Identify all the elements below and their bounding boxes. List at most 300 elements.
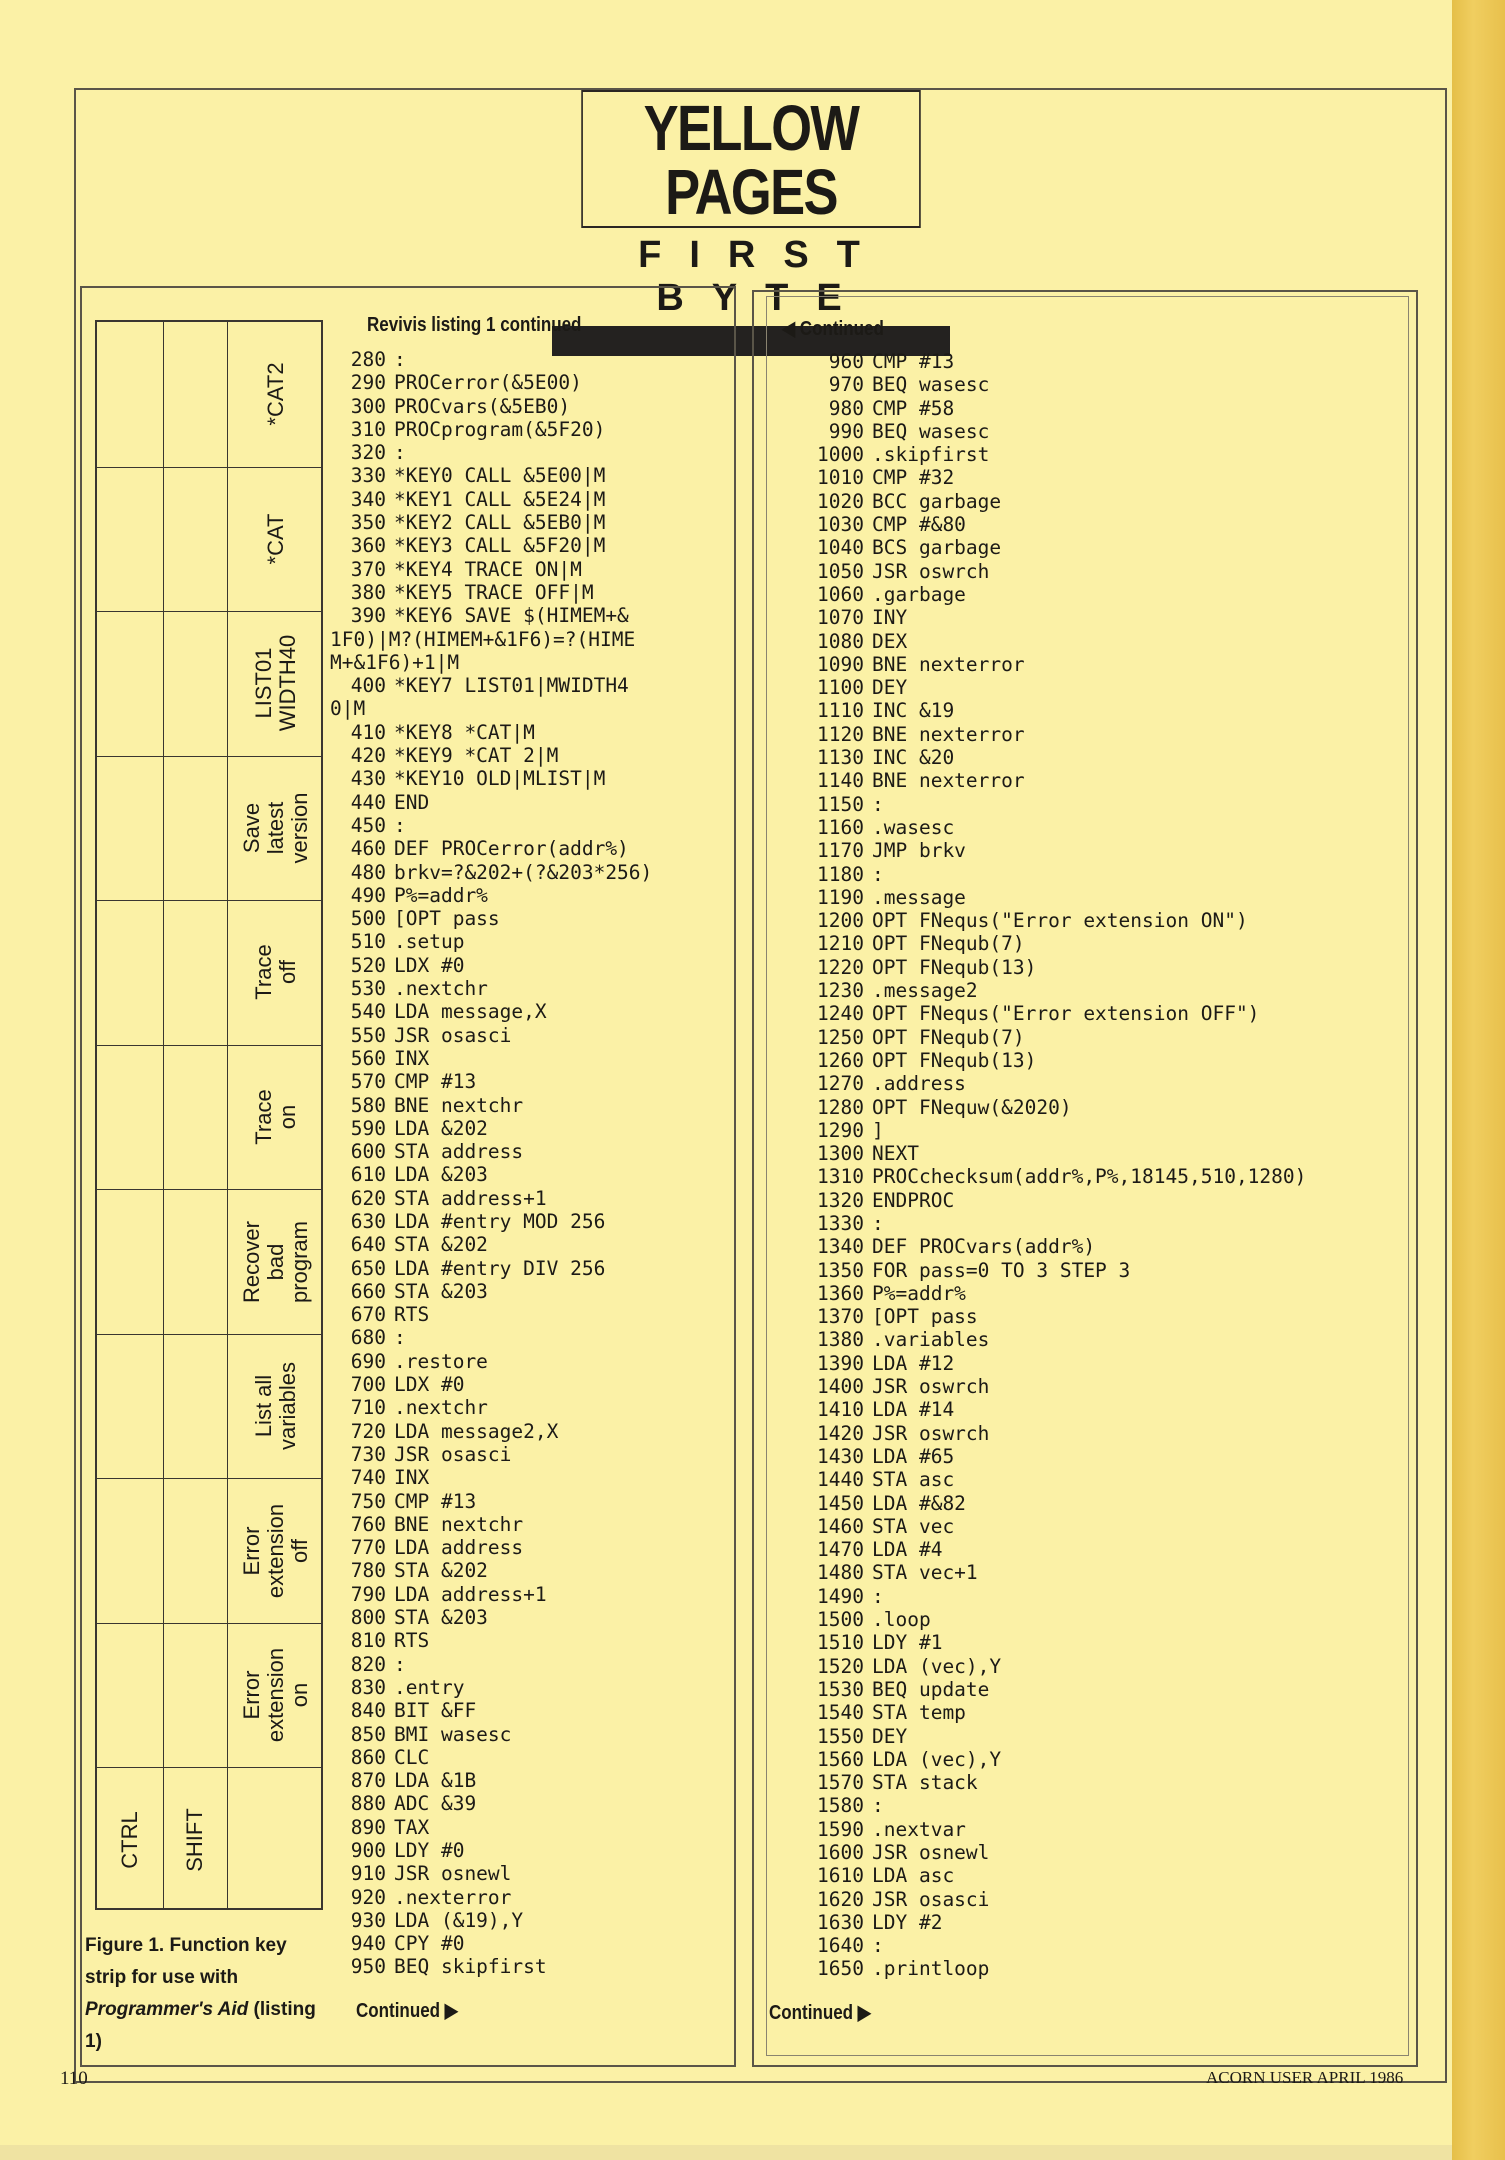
line-number: 430 xyxy=(350,767,386,791)
line-number: 900 xyxy=(350,1839,386,1862)
line-number: 860 xyxy=(350,1745,386,1769)
line-code: ENDPROC xyxy=(872,1188,955,1212)
code-line xyxy=(778,1049,1418,1072)
code-line xyxy=(778,886,1418,909)
line-number: 1160 xyxy=(817,815,864,839)
function-key-label: *CAT2 xyxy=(263,362,288,426)
code-line xyxy=(330,1606,735,1629)
line-number: 1530 xyxy=(817,1677,864,1701)
line-number: 1070 xyxy=(817,606,864,630)
function-key-label: List all variables xyxy=(251,1362,300,1451)
code-line xyxy=(330,861,735,884)
line-number: 1430 xyxy=(817,1444,864,1468)
line-number: 1000 xyxy=(817,443,864,467)
code-line xyxy=(330,1210,735,1233)
line-number: 300 xyxy=(350,394,386,418)
line-code: STA stack xyxy=(872,1771,978,1795)
line-number: 1060 xyxy=(817,582,864,606)
line-code: STA &203 xyxy=(394,1279,488,1303)
line-code: FOR pass=0 TO 3 STEP 3 xyxy=(872,1258,1131,1282)
code-line xyxy=(778,839,1418,862)
line-number: 1390 xyxy=(817,1351,864,1375)
function-key-strip xyxy=(95,320,323,1910)
line-number: 790 xyxy=(350,1582,386,1606)
code-line xyxy=(778,699,1418,722)
line-code: STA vec+1 xyxy=(872,1561,978,1585)
line-code: PROCerror(&5E00) xyxy=(394,371,582,395)
line-code: BEQ skipfirst xyxy=(394,1955,547,1979)
line-code: LDX #0 xyxy=(394,953,465,977)
line-number: 920 xyxy=(350,1885,386,1909)
line-code: STA temp xyxy=(872,1701,966,1725)
line-number: 290 xyxy=(350,371,386,395)
code-line xyxy=(330,1723,735,1746)
line-number: 1500 xyxy=(817,1608,864,1632)
line-number: 590 xyxy=(350,1116,386,1140)
line-number: 870 xyxy=(350,1769,386,1793)
code-line xyxy=(778,466,1418,489)
line-code: *KEY5 TRACE OFF|M xyxy=(394,580,594,604)
code-line xyxy=(330,1955,735,1978)
line-number: 650 xyxy=(350,1256,386,1280)
line-number: 1250 xyxy=(817,1025,864,1049)
line-code: STA &203 xyxy=(394,1606,488,1630)
code-line xyxy=(778,1561,1418,1584)
code-line xyxy=(778,1934,1418,1957)
line-number: 1340 xyxy=(817,1235,864,1259)
line-code: JMP brkv xyxy=(872,839,966,863)
code-line xyxy=(330,1233,735,1256)
code-line xyxy=(330,1257,735,1280)
line-code: [OPT pass xyxy=(872,1305,978,1329)
line-code: .loop xyxy=(872,1608,931,1632)
line-number: 380 xyxy=(350,580,386,604)
code-line xyxy=(778,443,1418,466)
line-code: INY xyxy=(872,606,908,630)
code-line xyxy=(330,814,735,837)
line-number: 1050 xyxy=(817,559,864,583)
line-code: PROCprogram(&5F20) xyxy=(394,417,606,441)
code-line xyxy=(330,674,735,697)
line-number: 750 xyxy=(350,1489,386,1513)
line-code: *KEY3 CALL &5F20|M xyxy=(394,534,606,558)
line-code: RTS xyxy=(394,1303,430,1327)
code-line xyxy=(778,1957,1418,1980)
code-line xyxy=(778,630,1418,653)
line-number: 510 xyxy=(350,930,386,954)
line-code: LDA asc xyxy=(872,1864,955,1888)
line-number: 280 xyxy=(350,348,386,371)
code-line xyxy=(330,1024,735,1047)
line-number: 1040 xyxy=(817,536,864,560)
left-code-listing xyxy=(330,348,735,1979)
code-line xyxy=(330,1536,735,1559)
line-code: LDA #4 xyxy=(872,1538,943,1562)
code-line xyxy=(330,1396,735,1419)
code-line xyxy=(330,1420,735,1443)
line-number: 1370 xyxy=(817,1305,864,1329)
code-line xyxy=(330,1326,735,1349)
line-code: JSR oswrch xyxy=(872,559,990,583)
line-number: 1420 xyxy=(817,1421,864,1445)
line-code: BEQ wasesc xyxy=(872,419,990,443)
line-number: 1230 xyxy=(817,979,864,1003)
line-code: STA &202 xyxy=(394,1559,488,1583)
code-line xyxy=(778,1445,1418,1468)
code-line xyxy=(778,1468,1418,1491)
line-number: 640 xyxy=(350,1233,386,1257)
line-number: 1100 xyxy=(817,676,864,700)
code-line xyxy=(778,606,1418,629)
code-line xyxy=(330,1583,735,1606)
line-number: 1350 xyxy=(817,1258,864,1282)
line-number: 1590 xyxy=(817,1817,864,1841)
line-number: 600 xyxy=(350,1140,386,1164)
line-code: JSR oswrch xyxy=(872,1375,990,1399)
line-code: M+&1F6)+1|M xyxy=(330,650,460,674)
line-number: 1570 xyxy=(817,1771,864,1795)
code-line xyxy=(330,1350,735,1373)
strip-row-divider xyxy=(97,1334,321,1335)
code-line xyxy=(330,1792,735,1815)
line-number: 1090 xyxy=(817,652,864,676)
page-subtitle: FIRST BYTE xyxy=(638,234,888,319)
line-number: 320 xyxy=(350,441,386,465)
line-code: [OPT pass xyxy=(394,907,500,931)
code-line xyxy=(778,676,1418,699)
strip-row-divider xyxy=(97,467,321,468)
line-number: 950 xyxy=(350,1955,386,1979)
line-number: 910 xyxy=(350,1862,386,1886)
line-number: 1270 xyxy=(817,1072,864,1096)
code-line xyxy=(778,1165,1418,1188)
code-line xyxy=(330,1559,735,1582)
code-line xyxy=(330,1187,735,1210)
line-code: JSR osnewl xyxy=(872,1841,990,1864)
line-number: 680 xyxy=(350,1326,386,1350)
line-number: 1460 xyxy=(817,1514,864,1538)
code-line xyxy=(330,1140,735,1163)
line-number: 1630 xyxy=(817,1910,864,1934)
function-key-label: Trace off xyxy=(251,944,300,1001)
line-code: PROCchecksum(addr%,P%,18145,510,1280) xyxy=(872,1165,1307,1189)
code-line xyxy=(778,653,1418,676)
line-code: LDX #0 xyxy=(394,1373,465,1397)
line-number: 930 xyxy=(350,1908,386,1932)
line-code: CMP #13 xyxy=(394,1070,477,1094)
strip-row-divider xyxy=(97,1045,321,1046)
line-number: 410 xyxy=(350,720,386,744)
line-code: : xyxy=(872,1794,884,1818)
right-code-listing xyxy=(778,350,1418,1981)
line-code: STA &202 xyxy=(394,1233,488,1257)
line-number: 960 xyxy=(828,350,864,373)
line-code: DEF PROCvars(addr%) xyxy=(872,1235,1096,1259)
line-number: 1480 xyxy=(817,1561,864,1585)
code-line xyxy=(778,1748,1418,1771)
line-number: 310 xyxy=(350,417,386,441)
line-number: 1560 xyxy=(817,1747,864,1771)
line-code: OPT FNequb(7) xyxy=(872,1025,1025,1049)
line-code: 0|M xyxy=(330,697,366,721)
code-line xyxy=(778,1422,1418,1445)
line-code: JSR osasci xyxy=(394,1442,512,1466)
code-line xyxy=(330,791,735,814)
line-number: 630 xyxy=(350,1209,386,1233)
line-number: 620 xyxy=(350,1186,386,1210)
strip-row-divider xyxy=(97,1189,321,1190)
code-line xyxy=(778,863,1418,886)
function-key-label: Error extension on xyxy=(239,1648,312,1743)
code-line xyxy=(330,744,735,767)
line-code: .restore xyxy=(394,1349,488,1373)
line-code: CMP #&80 xyxy=(872,513,966,537)
line-code: LDA (vec),Y xyxy=(872,1747,1002,1771)
line-code: .nextvar xyxy=(872,1817,966,1841)
line-code: OPT FNequs("Error extension OFF") xyxy=(872,1002,1260,1026)
strip-row-divider xyxy=(97,611,321,612)
code-line xyxy=(778,1305,1418,1328)
line-number: 800 xyxy=(350,1606,386,1630)
line-number: 1520 xyxy=(817,1654,864,1678)
line-code: DEY xyxy=(872,676,908,700)
line-code: : xyxy=(394,348,406,371)
line-code: OPT FNequb(13) xyxy=(872,955,1037,979)
code-line xyxy=(778,1096,1418,1119)
function-key-label: Save latest version xyxy=(239,792,312,864)
line-number: 1130 xyxy=(817,746,864,770)
code-line xyxy=(778,1026,1418,1049)
code-line xyxy=(330,697,735,720)
line-code: TAX xyxy=(394,1815,430,1839)
line-code: : xyxy=(394,813,406,837)
line-number: 820 xyxy=(350,1652,386,1676)
line-code: ] xyxy=(872,1118,884,1142)
code-line xyxy=(778,1888,1418,1911)
code-line xyxy=(330,1117,735,1140)
line-code: INC &20 xyxy=(872,746,955,770)
line-number: 890 xyxy=(350,1815,386,1839)
code-line xyxy=(778,1352,1418,1375)
code-line xyxy=(778,1631,1418,1654)
line-code: : xyxy=(394,441,406,465)
code-line xyxy=(778,1538,1418,1561)
code-line xyxy=(330,1466,735,1489)
code-line xyxy=(778,909,1418,932)
line-code: LDA &1B xyxy=(394,1769,477,1793)
line-code: BCC garbage xyxy=(872,489,1002,513)
code-line xyxy=(778,956,1418,979)
modifier-key-label: CTRL xyxy=(117,1810,142,1869)
line-code: LDY #1 xyxy=(872,1631,943,1655)
line-number: 1220 xyxy=(817,955,864,979)
line-number: 1190 xyxy=(817,885,864,909)
code-line xyxy=(330,930,735,953)
code-line xyxy=(330,1094,735,1117)
line-number: 700 xyxy=(350,1373,386,1397)
line-code: BEQ wasesc xyxy=(872,373,990,397)
function-key-label: Error extension off xyxy=(239,1503,312,1598)
code-line xyxy=(330,1373,735,1396)
code-line xyxy=(330,1280,735,1303)
function-key-label: Trace on xyxy=(251,1089,300,1145)
caption-text-end: (listing 1) xyxy=(85,1999,316,2052)
line-code: ADC &39 xyxy=(394,1792,477,1816)
line-code: .wasesc xyxy=(872,815,955,839)
line-number: 1030 xyxy=(817,513,864,537)
code-line xyxy=(330,1047,735,1070)
line-number: 580 xyxy=(350,1093,386,1117)
code-line xyxy=(330,954,735,977)
code-line xyxy=(330,651,735,674)
line-number: 730 xyxy=(350,1442,386,1466)
code-line xyxy=(330,371,735,394)
line-code: LDA #12 xyxy=(872,1351,955,1375)
line-code: *KEY1 CALL &5E24|M xyxy=(394,487,606,511)
line-number: 1170 xyxy=(817,839,864,863)
line-code: P%=addr% xyxy=(872,1281,966,1305)
code-line xyxy=(778,1002,1418,1025)
line-code: LDA &203 xyxy=(394,1163,488,1187)
code-line xyxy=(778,1328,1418,1351)
line-code: OPT FNequb(13) xyxy=(872,1048,1037,1072)
line-number: 1450 xyxy=(817,1491,864,1515)
strip-row-divider xyxy=(97,1767,321,1768)
line-code: NEXT xyxy=(872,1142,919,1166)
line-code: brkv=?&202+(?&203*256) xyxy=(394,860,653,884)
right-continued-footer: Continued ▶ xyxy=(769,2002,871,2024)
line-code: *KEY9 *CAT 2|M xyxy=(394,744,559,768)
code-line xyxy=(778,1725,1418,1748)
code-line xyxy=(330,837,735,860)
line-code: CMP #13 xyxy=(394,1489,477,1513)
line-code: BNE nexterror xyxy=(872,722,1025,746)
line-code: .printloop xyxy=(872,1957,990,1981)
line-number: 460 xyxy=(350,837,386,861)
line-number: 480 xyxy=(350,860,386,884)
code-line xyxy=(330,348,735,371)
line-code: P%=addr% xyxy=(394,883,488,907)
code-line xyxy=(778,1235,1418,1258)
code-line xyxy=(330,884,735,907)
line-number: 1080 xyxy=(817,629,864,653)
line-code: .garbage xyxy=(872,582,966,606)
line-number: 1440 xyxy=(817,1468,864,1492)
line-code: .entry xyxy=(394,1675,465,1699)
line-code: LDA (vec),Y xyxy=(872,1654,1002,1678)
line-code: INC &19 xyxy=(872,699,955,723)
line-number: 810 xyxy=(350,1629,386,1653)
code-line xyxy=(330,1163,735,1186)
code-line xyxy=(330,1769,735,1792)
line-number: 1330 xyxy=(817,1211,864,1235)
strip-row-divider xyxy=(97,1478,321,1479)
line-number: 330 xyxy=(350,464,386,488)
line-code: OPT FNequw(&2020) xyxy=(872,1095,1072,1119)
code-line xyxy=(778,583,1418,606)
line-code: LDA message,X xyxy=(394,1000,547,1024)
line-code: LDA #entry DIV 256 xyxy=(394,1256,606,1280)
line-code: : xyxy=(872,862,884,886)
code-line xyxy=(778,1515,1418,1538)
line-code: LDA (&19),Y xyxy=(394,1908,524,1932)
strip-column-divider xyxy=(227,322,228,1908)
code-line xyxy=(778,746,1418,769)
code-line xyxy=(330,1070,735,1093)
code-line xyxy=(778,1701,1418,1724)
code-line xyxy=(778,1072,1418,1095)
code-line xyxy=(778,932,1418,955)
line-number: 1310 xyxy=(817,1165,864,1189)
line-number: 440 xyxy=(350,790,386,814)
line-number: 830 xyxy=(350,1675,386,1699)
line-code: LDY #0 xyxy=(394,1839,465,1862)
code-line xyxy=(330,767,735,790)
caption-text-start: Figure 1. Function key strip for use with xyxy=(85,1935,287,1988)
line-number: 760 xyxy=(350,1512,386,1536)
line-number: 670 xyxy=(350,1303,386,1327)
line-number: 1600 xyxy=(817,1841,864,1864)
line-code: PROCvars(&5EB0) xyxy=(394,394,571,418)
line-number: 550 xyxy=(350,1023,386,1047)
code-line xyxy=(778,1375,1418,1398)
code-line xyxy=(330,488,735,511)
line-number: 940 xyxy=(350,1932,386,1956)
code-line xyxy=(778,1585,1418,1608)
strip-row-divider xyxy=(97,900,321,901)
line-code: CLC xyxy=(394,1745,430,1769)
line-code: LDA message2,X xyxy=(394,1419,559,1443)
line-number: 1470 xyxy=(817,1538,864,1562)
line-number: 1380 xyxy=(817,1328,864,1352)
code-line xyxy=(330,1886,735,1909)
line-number: 1510 xyxy=(817,1631,864,1655)
code-line xyxy=(778,420,1418,443)
right-listing-heading: ◀ Continued xyxy=(782,318,884,340)
code-line xyxy=(778,769,1418,792)
code-line xyxy=(778,1864,1418,1887)
line-code: *KEY6 SAVE $(HIMEM+& xyxy=(394,604,629,628)
line-number: 1150 xyxy=(817,792,864,816)
line-number: 780 xyxy=(350,1559,386,1583)
line-number: 880 xyxy=(350,1792,386,1816)
line-code: CMP #32 xyxy=(872,466,955,490)
line-code: : xyxy=(394,1326,406,1350)
line-number: 420 xyxy=(350,744,386,768)
line-number: 540 xyxy=(350,1000,386,1024)
line-number: 1650 xyxy=(817,1957,864,1981)
line-number: 850 xyxy=(350,1722,386,1746)
line-code: BMI wasesc xyxy=(394,1722,512,1746)
line-code: .nexterror xyxy=(394,1885,512,1909)
left-listing-heading: Revivis listing 1 continued xyxy=(367,314,582,336)
caption-title: Programmer's Aid xyxy=(85,1999,249,2020)
code-line xyxy=(778,723,1418,746)
line-code: *KEY10 OLD|MLIST|M xyxy=(394,767,606,791)
line-code: CPY #0 xyxy=(394,1932,465,1956)
line-code: BNE nexterror xyxy=(872,769,1025,793)
code-line xyxy=(778,373,1418,396)
line-number: 980 xyxy=(828,396,864,420)
code-line xyxy=(778,1119,1418,1142)
line-number: 1290 xyxy=(817,1118,864,1142)
code-line xyxy=(330,977,735,1000)
code-line xyxy=(330,418,735,441)
line-number: 530 xyxy=(350,977,386,1001)
line-code: JSR osnewl xyxy=(394,1862,512,1886)
line-number: 1180 xyxy=(817,862,864,886)
code-line xyxy=(778,1212,1418,1235)
